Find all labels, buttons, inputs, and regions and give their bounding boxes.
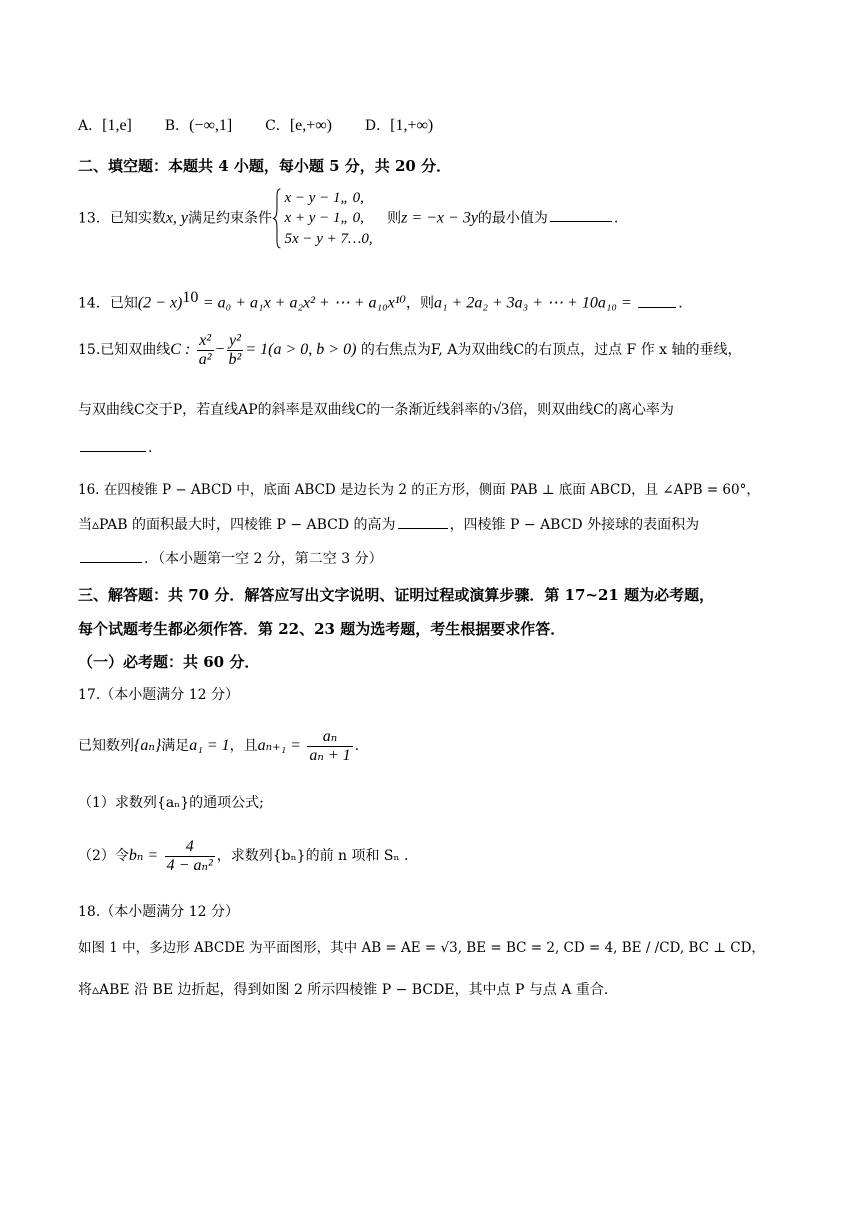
fraction-numerator: aₙ (307, 728, 352, 747)
minus-sign: − (215, 341, 225, 359)
q14-target: a₁ + 2a₂ + 3a₃ + ⋯ + 10a₁₀ = (433, 294, 632, 312)
q14-exponent: 10 (182, 289, 199, 306)
constraint-3: 5x − y + 7…0, (284, 230, 373, 247)
question-15-line-2 (78, 400, 674, 419)
q14-number: 14． (78, 295, 110, 312)
question-18-line-1: 如图 1 中，多边形 ABCDE 为平面图形，其中 AB = AE = √3, BE = BC = 2, CD = 4, BE / /CD, BC ⊥ CD， (78, 940, 765, 956)
fraction-denominator: aₙ + 1 (309, 746, 351, 764)
q13-constraint-system (276, 188, 372, 249)
q13-then: 则 (387, 210, 402, 227)
question-14 (78, 288, 683, 313)
q16-line2-b: ，四棱锥 P − ABCD 外接球的表面积为 (449, 517, 700, 533)
option-b-label: B． (164, 118, 190, 134)
q17-a1: a₁ = 1 (189, 737, 230, 755)
question-17-part-1: （1）求数列{aₙ}的通项公式; (78, 795, 264, 811)
q17-part2-b: ，求数列{bₙ}的前 n 项和 Sₙ . (216, 848, 409, 865)
q15-intro: 已知双曲线 (100, 342, 171, 359)
q15-rhs: = 1(a > 0, b > 0) (245, 341, 357, 359)
question-16-line-3 (78, 551, 383, 568)
answer-blank (398, 527, 448, 529)
fraction-numerator: x² (197, 332, 214, 351)
fraction-denominator: b² (228, 350, 242, 368)
q17-bn-lhs: bₙ = (128, 847, 159, 865)
section-3-heading-line-1: 三、解答题：共 70 分．解答应写出文字说明、证明过程或演算步骤．第 17~21 题为必考题， (78, 586, 715, 604)
answer-blank (638, 306, 676, 308)
question-15-line-3 (78, 440, 152, 457)
q15-end: . (148, 440, 153, 456)
question-16-line-2 (78, 517, 699, 534)
option-b-value: (−∞,1] (189, 117, 233, 134)
q16-line2-a: 当▵PAB 的面积最大时，四棱锥 P − ABCD 的高为 (78, 517, 396, 533)
question-18-title: 18.（本小题满分 12 分） (78, 904, 239, 920)
answer-blank (550, 220, 612, 222)
answer-blank (80, 450, 146, 452)
question-15 (78, 332, 742, 368)
fraction-denominator: 4 − aₙ² (166, 856, 213, 874)
constraint-2: x + y − 1„ 0, (284, 210, 364, 227)
q14-intro: 已知 (109, 295, 138, 312)
fraction-x2-a2 (197, 332, 214, 368)
fraction-numerator: 4 (165, 838, 215, 857)
option-c-label: C． (265, 118, 290, 134)
q15-text-1: 的右焦点为F, A为双曲线C的右顶点，过点 F 作 x 轴的垂线， (360, 342, 742, 359)
q17-lhs: aₙ₊₁ = (257, 737, 301, 755)
sqrt-3: √3 (492, 401, 510, 418)
question-16-line-1: 16. 在四棱锥 P − ABCD 中，底面 ABCD 是边长为 2 的正方形，侧面 PAB ⊥ 底面 ABCD，且 ∠APB = 60°， (78, 482, 760, 498)
answer-blank (80, 561, 142, 563)
answer-options-row (78, 116, 433, 135)
q15-line2-a: 与双曲线C交于P，若直线AP的斜率是双曲线C的一条渐近线斜率的 (78, 402, 493, 418)
q16-line3: ．（本小题第一空 2 分，第二空 3 分） (144, 551, 383, 567)
q13-tail: 的最小值为 (477, 210, 548, 227)
option-d-value: [1,+∞) (390, 117, 434, 134)
q14-expansion: = a₀ + a₁x + a₂x² + ⋯ + a₁₀x¹⁰ (202, 294, 406, 312)
fraction-y2-b2 (227, 332, 244, 368)
q17-part2-a: （2）令 (78, 848, 129, 865)
q17-given-c: ，且 (229, 738, 258, 755)
fraction-denominator: a² (198, 350, 212, 368)
brace-icon (272, 188, 282, 249)
q17-end: . (354, 738, 360, 755)
bn-fraction (165, 838, 215, 874)
fraction-numerator: y² (227, 332, 244, 351)
question-17-given (78, 728, 359, 764)
q13-number: 13． (78, 210, 110, 227)
q17-given-b: 满足 (161, 738, 190, 755)
q13-cond: 满足约束条件 (188, 210, 273, 227)
recurrence-fraction (307, 728, 352, 764)
q15-curve: C : (170, 341, 191, 359)
option-a-label: A． (78, 118, 103, 134)
q13-intro: 已知实数 (109, 210, 166, 227)
q17-given-a: 已知数列 (78, 738, 134, 755)
q15-line2-b: 倍，则双曲线C的离心率为 (509, 402, 674, 418)
q17-sequence: {aₙ} (134, 737, 162, 755)
q15-number: 15. (78, 342, 101, 359)
section-3-sub-heading: （一）必考题：共 60 分． (78, 653, 260, 671)
option-c-value: [e,+∞) (289, 117, 332, 134)
option-d-label: D． (364, 118, 391, 134)
q14-base: (2 − x) (137, 294, 183, 312)
question-17-part-2 (78, 838, 408, 874)
q14-then: ，则 (405, 295, 434, 312)
section-3-heading-line-2: 每个试题考生都必须作答．第 22、23 题为选考题，考生根据要求作答． (78, 620, 566, 638)
option-a-value: [1,e] (102, 117, 132, 134)
question-17-title: 17.（本小题满分 12 分） (78, 687, 239, 703)
q14-end: . (678, 295, 683, 312)
question-13 (78, 188, 618, 249)
question-18-line-2: 将▵ABE 沿 BE 边折起，得到如图 2 所示四棱锥 P − BCDE，其中点 P 与点 A 重合. (78, 982, 609, 998)
q13-vars: x, y (165, 209, 189, 227)
q13-expression: z = −x − 3y (401, 209, 478, 227)
constraint-1: x − y − 1„ 0, (284, 190, 364, 206)
section-2-heading: 二、填空题：本题共 4 小题，每小题 5 分，共 20 分． (78, 157, 452, 175)
q13-end: . (613, 210, 619, 227)
